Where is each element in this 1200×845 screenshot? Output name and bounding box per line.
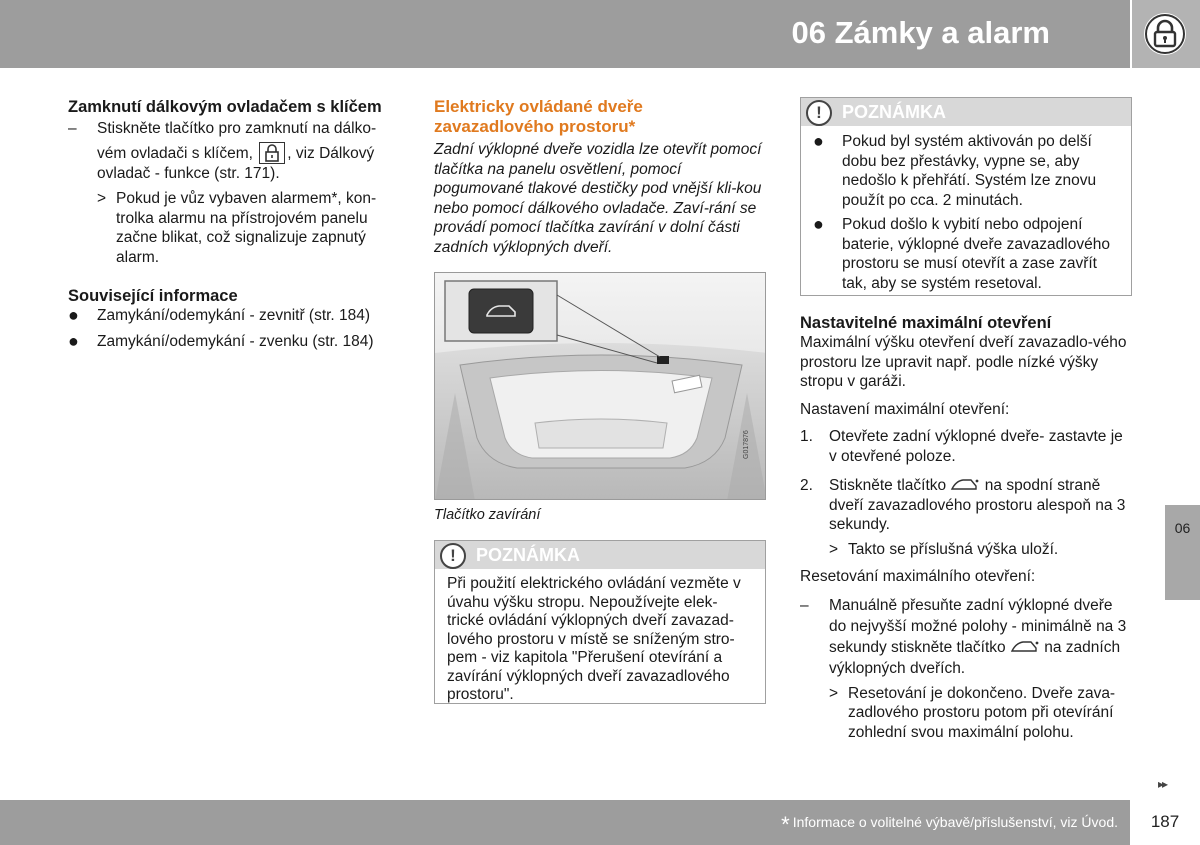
result-item [800, 540, 1132, 560]
numbered-step [800, 476, 1132, 535]
step-text-part: Stiskněte tlačítko [829, 477, 947, 494]
note-bullet-item [813, 215, 1119, 293]
chapter-side-tab[interactable]: 06 [1165, 505, 1200, 600]
step-number: 2. [800, 477, 813, 494]
note-title: POZNÁMKA [476, 545, 580, 565]
result-marker: > [829, 540, 839, 558]
result-marker: > [829, 684, 839, 702]
step-text: Otevřete zadní výklopné dveře- zastavte je v otevřené poloze. [829, 428, 1123, 465]
result-item [800, 684, 1132, 743]
result-item [68, 189, 403, 267]
chapter-title: 06 Zámky a alarm [791, 15, 1050, 50]
numbered-step [800, 427, 1132, 466]
reset-text-part: na zadních výklopných dveřích. [829, 638, 1121, 677]
related-link[interactable] [68, 332, 403, 352]
max-opening-intro: Maximální výšku otevření dveří zavazadlo-vého prostoru lze upravit např. podle nízké výšky stropu v garáži. [800, 334, 1127, 390]
step-text-line: Stiskněte tlačítko pro zamknutí na dálko- [97, 120, 377, 137]
lock-icon [1144, 13, 1186, 55]
bullet-marker: ● [813, 131, 824, 151]
info-icon: ! [440, 543, 466, 569]
step-text-part: na spodní straně dveří zavazadlového prostoru alespoň na 3 sekundy. [829, 477, 1126, 533]
note-text: Při použití elektrického ovládání vezměte v úvahu výšku stropu. Nepoužívejte elek-trické ovládání výklopných dveří zavazad-lového prostoru v místě se sníženým stro-pem - viz kapitola "Přerušení otevírání a zavírání výklopných dveří zavazadlového prostoru". [447, 575, 741, 703]
note-bullet-item [813, 132, 1119, 210]
figure-caption: Tlačítko zavírání [434, 507, 541, 523]
note-header [801, 98, 1131, 126]
result-text: Resetování je dokončeno. Dveře zava-zadlového prostoru potom při otevírání zohlední svou maximální polohu. [848, 684, 1116, 741]
result-marker: > [97, 190, 107, 207]
step-text-line: ovladač - funkce (str. 171). [97, 164, 280, 182]
footer-note [781, 813, 1118, 835]
note-box-system [800, 97, 1132, 296]
tailgate-intro: Zadní výklopné dveře vozidla lze otevřít pomocí tlačítka na panelu osvětlení, pomocí pogumované tlakové destičky pod vnější kli-kou nebo pomocí dálkového ovladače. Zaví-rání se provádí pomocí tlačítka zavírání v dolní části zadních výklopných dveří. [434, 141, 762, 256]
note-header [435, 541, 765, 569]
note-bullet-text: Pokud došlo k vybití nebo odpojení baterie, výklopné dveře zavazadlového prostoru se musí otevřít a zase zavřít tak, aby se systém resetoval. [842, 216, 1110, 292]
section-heading-tailgate: Elektricky ovládané dveře zavazadlového prostoru* [434, 97, 643, 136]
related-link-text[interactable]: Zamykání/odemykání - zevnitř (str. 184) [97, 307, 371, 324]
reset-step-text [829, 595, 1132, 679]
tailgate-close-button-figure [434, 272, 766, 500]
footer-note-text: Informace o volitelné výbavě/příslušenství, viz Úvod. [792, 814, 1118, 830]
result-text: Pokud je vůz vybaven alarmem*, kon-trolka alarmu na přístrojovém panelu začne blikat, což signalizuje zapnutý alarm. [116, 190, 377, 266]
reset-step [800, 595, 1132, 679]
step-text: , viz Dálkový [287, 144, 375, 162]
dash-marker: – [68, 120, 77, 137]
continue-arrows-icon: ▸▸ [1158, 777, 1167, 791]
related-link[interactable] [68, 306, 403, 326]
related-info-heading: Související informace [68, 287, 238, 305]
related-link-text[interactable]: Zamykání/odemykání - zvenku (str. 184) [97, 332, 374, 350]
note-bullet-text: Pokud byl systém aktivován po delší dobu bez přestávky, vypne se, aby nedošlo k přehřátí. Systém lze znovu použít po cca. 2 minutách. [842, 133, 1097, 209]
column-middle [434, 97, 766, 257]
remote-lock-button-icon [259, 142, 285, 164]
bullet-marker: ● [813, 214, 824, 234]
tailgate-close-icon [1010, 640, 1040, 654]
step-text-line [97, 142, 403, 164]
info-icon: ! [806, 100, 832, 126]
chapter-header [0, 0, 1130, 68]
note-title: POZNÁMKA [842, 102, 946, 122]
bullet-marker: ● [68, 330, 79, 351]
section-heading-remote-lock: Zamknutí dálkovým ovladačem s klíčem [68, 98, 382, 116]
dash-marker: – [800, 596, 809, 614]
chapter-icon-box [1132, 0, 1200, 68]
asterisk-marker: * [781, 812, 790, 837]
section-heading-max-opening: Nastavitelné maximální otevření [800, 314, 1052, 332]
setting-label: Nastavení maximální otevření: [800, 400, 1010, 418]
step-text: vém ovladači s klíčem, [97, 144, 253, 162]
reset-text-part: Manuálně přesuňte zadní výklopné dveře do nejvyšší možné polohy - minimálně na 3 sekundy stiskněte tlačítko [829, 596, 1127, 656]
step-text [829, 476, 1132, 535]
result-text: Takto se příslušná výška uloží. [848, 540, 1059, 558]
page-footer [0, 800, 1130, 845]
page-number: 187 [1130, 800, 1200, 845]
column-right [800, 313, 1132, 742]
note-box-height [434, 540, 766, 704]
column-left [68, 97, 403, 351]
bullet-marker: ● [68, 305, 79, 325]
step-item [68, 119, 403, 183]
reset-label: Resetování maximálního otevření: [800, 568, 1036, 585]
step-number: 1. [800, 428, 813, 445]
figure-code: G017876 [743, 430, 750, 459]
tailgate-close-icon [950, 478, 980, 492]
